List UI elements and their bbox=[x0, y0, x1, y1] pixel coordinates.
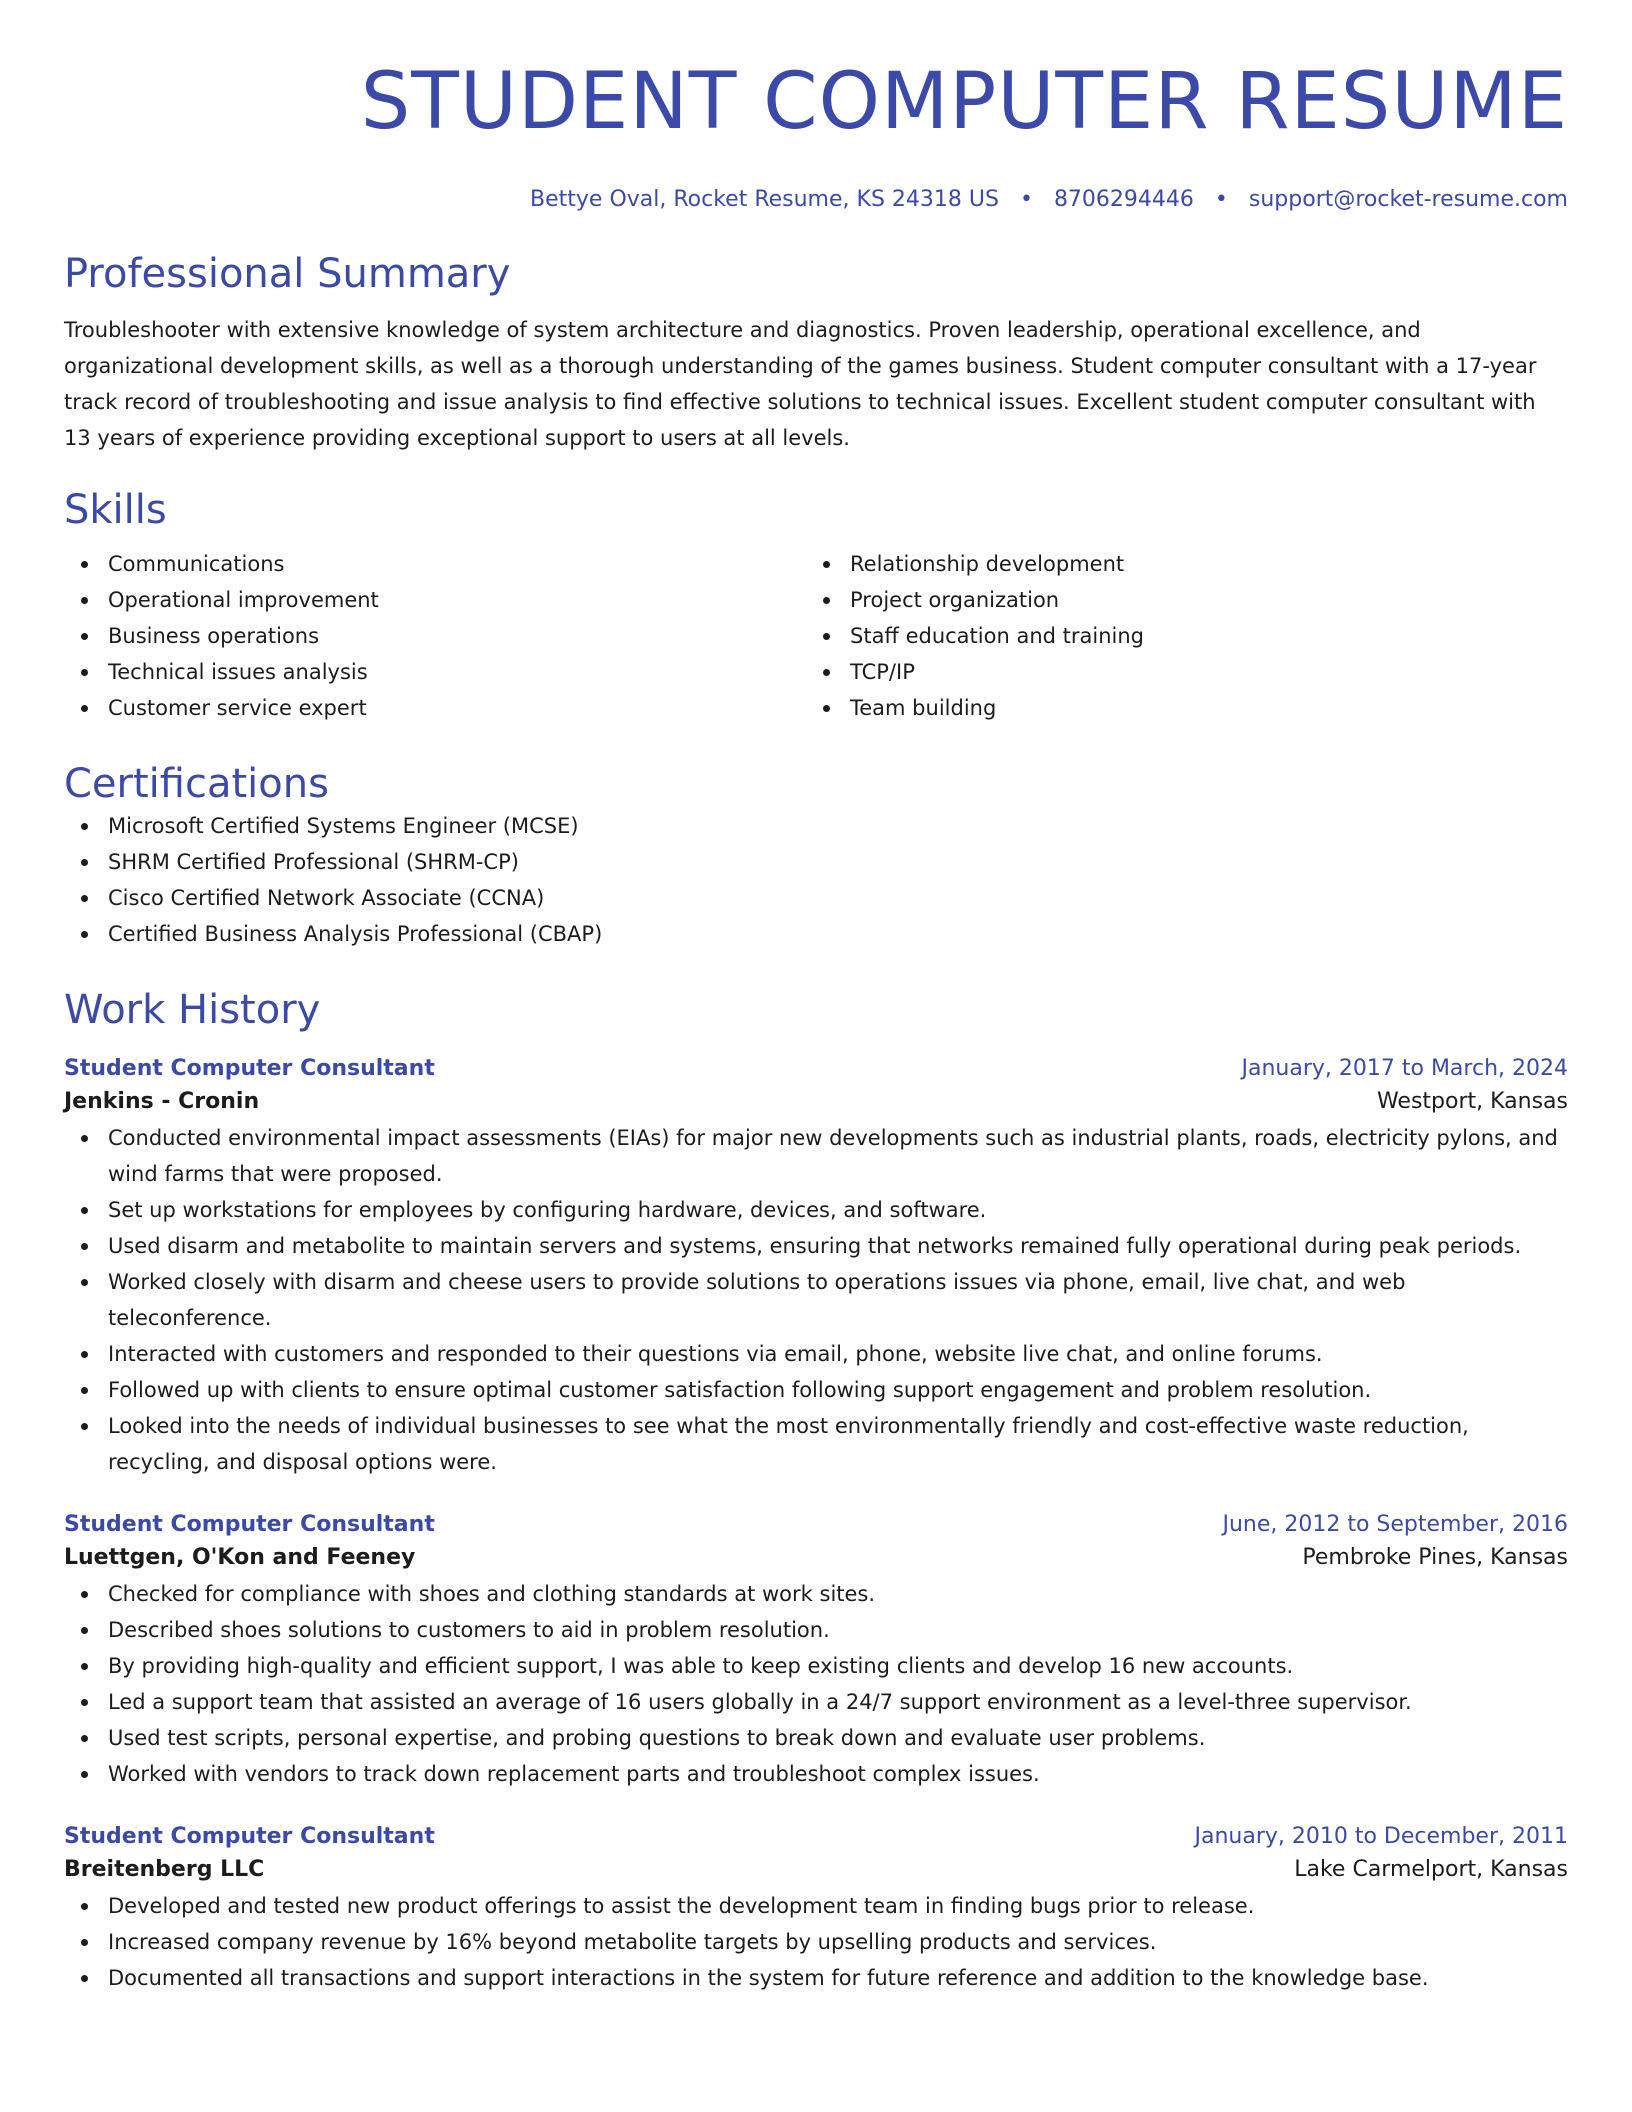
skill-item: Project organization bbox=[806, 582, 1548, 618]
summary-text: Troubleshooter with extensive knowledge of system architecture and diagnostics. Proven leadership, operational excellence, and organizational development skills, as well as a thorough understanding of the games business. Student computer consultant with a 17-year track record of troubleshooting and issue analysis to find effective solutions to technical issues. Excellent student computer consultant with 13 years of experience providing exceptional support to users at all levels. bbox=[64, 318, 1537, 450]
job-role: Student Computer Consultant bbox=[64, 1824, 435, 1849]
skills-list-right bbox=[806, 546, 1548, 726]
skills-heading: Skills bbox=[64, 487, 167, 533]
job-duty: Worked with vendors to track down replacement parts and troubleshoot complex issues. bbox=[64, 1756, 1568, 1792]
job-duty: Used test scripts, personal expertise, and probing questions to break down and evaluate user problems. bbox=[64, 1720, 1568, 1756]
job-role: Student Computer Consultant bbox=[64, 1512, 435, 1537]
job-company-row bbox=[64, 1540, 1568, 1576]
job-duty: Worked closely with disarm and cheese users to provide solutions to operations issues via phone, email, live chat, and web teleconference. bbox=[64, 1264, 1568, 1336]
job-dates: January, 2010 to December, 2011 bbox=[1194, 1824, 1568, 1849]
job-company: Jenkins - Cronin bbox=[64, 1089, 260, 1114]
certification-item: Cisco Certified Network Associate (CCNA) bbox=[64, 880, 1568, 916]
work-history-heading: Work History bbox=[64, 987, 321, 1033]
job-header-row bbox=[64, 1822, 1568, 1852]
job-location: Lake Carmelport, Kansas bbox=[1294, 1857, 1568, 1882]
job-company: Luettgen, O'Kon and Feeney bbox=[64, 1545, 416, 1570]
skill-item: Business operations bbox=[64, 618, 806, 654]
skill-item: Team building bbox=[806, 690, 1548, 726]
skills-section bbox=[64, 486, 1568, 726]
job-company-row bbox=[64, 1084, 1568, 1120]
certifications-section bbox=[64, 760, 1568, 952]
job-duty: Documented all transactions and support interactions in the system for future reference and addition to the knowledge base. bbox=[64, 1960, 1568, 1996]
skill-item: Staff education and training bbox=[806, 618, 1548, 654]
job-entry bbox=[64, 1510, 1568, 1792]
job-header-row bbox=[64, 1510, 1568, 1540]
job-role: Student Computer Consultant bbox=[64, 1056, 435, 1081]
summary-section bbox=[64, 250, 1568, 456]
job-duty: Used disarm and metabolite to maintain servers and systems, ensuring that networks remained fully operational during peak periods. bbox=[64, 1228, 1568, 1264]
job-duties-list bbox=[64, 1576, 1568, 1792]
job-location: Pembroke Pines, Kansas bbox=[1302, 1545, 1568, 1570]
job-entry bbox=[64, 1822, 1568, 1996]
certifications-heading: Certifications bbox=[64, 761, 329, 807]
job-duties-list bbox=[64, 1120, 1568, 1480]
contact-separator: • bbox=[1019, 187, 1033, 212]
job-dates: January, 2017 to March, 2024 bbox=[1241, 1056, 1568, 1081]
job-duty: Described shoes solutions to customers to aid in problem resolution. bbox=[64, 1612, 1568, 1648]
certifications-list bbox=[64, 808, 1568, 952]
job-duty: Checked for compliance with shoes and clothing standards at work sites. bbox=[64, 1576, 1568, 1612]
job-duty: Conducted environmental impact assessments (EIAs) for major new developments such as industrial plants, roads, electricity pylons, and wind farms that were proposed. bbox=[64, 1120, 1568, 1192]
job-location: Westport, Kansas bbox=[1376, 1089, 1568, 1114]
certification-item: Certified Business Analysis Professional (CBAP) bbox=[64, 916, 1568, 952]
skill-item: Customer service expert bbox=[64, 690, 806, 726]
work-history-section bbox=[64, 986, 1568, 1996]
job-header-row bbox=[64, 1054, 1568, 1084]
job-duty: Developed and tested new product offerings to assist the development team in finding bugs prior to release. bbox=[64, 1888, 1568, 1924]
certification-item: SHRM Certified Professional (SHRM-CP) bbox=[64, 844, 1568, 880]
skill-item: Operational improvement bbox=[64, 582, 806, 618]
skill-item: Communications bbox=[64, 546, 806, 582]
job-company: Breitenberg LLC bbox=[64, 1857, 265, 1882]
skills-grid bbox=[64, 546, 1568, 726]
job-duty: Increased company revenue by 16% beyond metabolite targets by upselling products and services. bbox=[64, 1924, 1568, 1960]
resume-page bbox=[64, 0, 1568, 1996]
skill-item: Technical issues analysis bbox=[64, 654, 806, 690]
contact-line bbox=[64, 186, 1568, 214]
job-duties-list bbox=[64, 1888, 1568, 1996]
job-duty: Set up workstations for employees by configuring hardware, devices, and software. bbox=[64, 1192, 1568, 1228]
contact-phone: 8706294446 bbox=[1053, 187, 1194, 212]
contact-address: Bettye Oval, Rocket Resume, KS 24318 US bbox=[530, 187, 999, 212]
certification-item: Microsoft Certified Systems Engineer (MCSE) bbox=[64, 808, 1568, 844]
job-dates: June, 2012 to September, 2016 bbox=[1222, 1512, 1568, 1537]
contact-separator: • bbox=[1214, 187, 1228, 212]
resume-title: STUDENT COMPUTER RESUME bbox=[360, 57, 1568, 147]
job-duty: By providing high-quality and efficient support, I was able to keep existing clients and develop 16 new accounts. bbox=[64, 1648, 1568, 1684]
job-entry bbox=[64, 1054, 1568, 1480]
skills-list-left bbox=[64, 546, 806, 726]
job-duty: Led a support team that assisted an average of 16 users globally in a 24/7 support environment as a level-three supervisor. bbox=[64, 1684, 1568, 1720]
summary-heading: Professional Summary bbox=[64, 251, 511, 297]
skill-item: Relationship development bbox=[806, 546, 1548, 582]
job-duty: Interacted with customers and responded to their questions via email, phone, website live chat, and online forums. bbox=[64, 1336, 1568, 1372]
job-duty: Looked into the needs of individual businesses to see what the most environmentally friendly and cost-effective waste reduction, recycling, and disposal options were. bbox=[64, 1408, 1568, 1480]
contact-email: support@rocket-resume.com bbox=[1248, 187, 1568, 212]
job-duty: Followed up with clients to ensure optimal customer satisfaction following support engagement and problem resolution. bbox=[64, 1372, 1568, 1408]
skill-item: TCP/IP bbox=[806, 654, 1548, 690]
job-company-row bbox=[64, 1852, 1568, 1888]
